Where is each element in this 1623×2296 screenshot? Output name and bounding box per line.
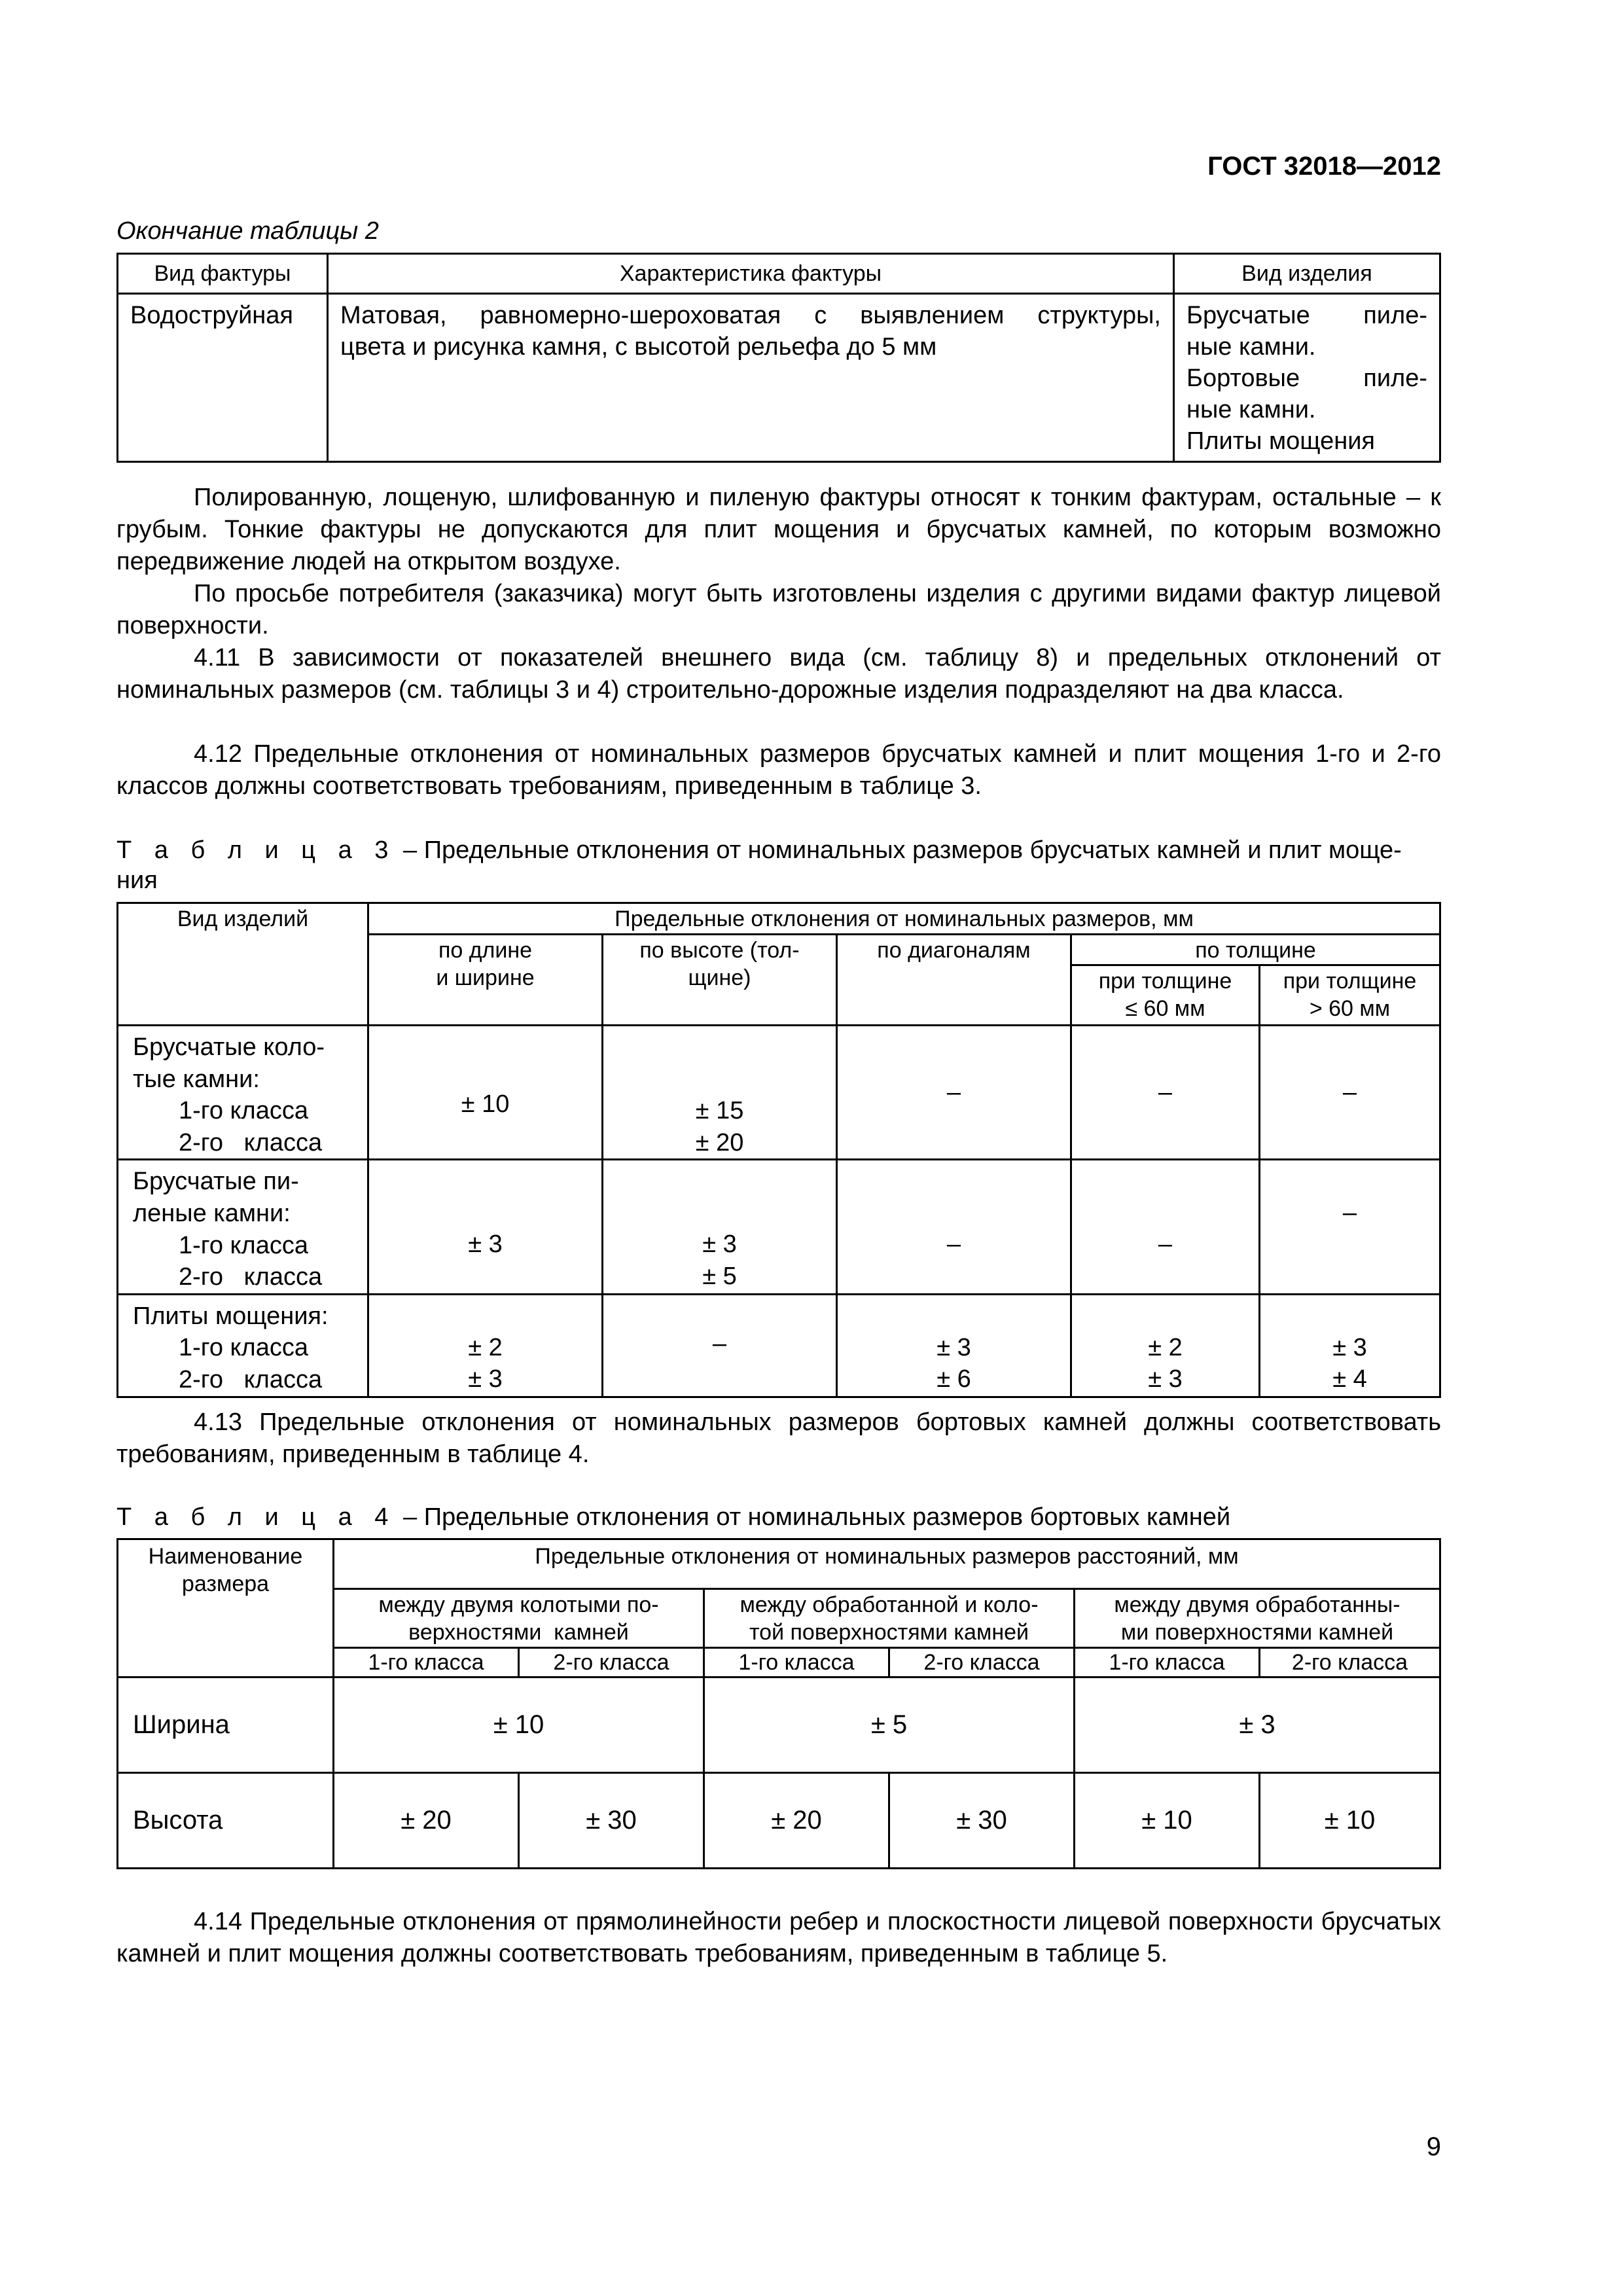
col-length-width: по длине и ширине xyxy=(368,935,603,1026)
col-class1: 1-го класса xyxy=(704,1648,889,1677)
col-processed-split: между обработанной и коло- той поверхностями камней xyxy=(704,1589,1075,1648)
col-split-split: между двумя колотыми по- верхностями камней xyxy=(334,1589,704,1648)
paragraph-4-13: 4.13 Предельные отклонения от номинальных размеров бортовых камней должны соответствовать требованиям, приведенным в таблице 4. xyxy=(116,1408,1441,1468)
cell-value: ± 3 xyxy=(1075,1677,1440,1773)
cell-product-type xyxy=(1174,294,1440,462)
col-class1: 1-го класса xyxy=(334,1648,519,1677)
text-line: цвета и рисунка камня, с высотой рельефа до 5 мм xyxy=(340,333,937,361)
cell-value: ± 20 xyxy=(334,1773,519,1869)
cell-height: – xyxy=(603,1294,837,1397)
cell-length-width: ± 10 xyxy=(368,1026,603,1160)
row-name-split-stones: Брусчатые коло- тые камни: 1-го класса 2-го класса xyxy=(118,1026,368,1160)
cell-value: ± 10 xyxy=(1260,1773,1440,1869)
col-thickness-le-60: при толщине ≤ 60 мм xyxy=(1071,965,1260,1026)
row-name-width: Ширина xyxy=(118,1677,334,1773)
table4 xyxy=(116,1538,1441,1869)
col-processed-processed: между двумя обработанны- ми поверхностями камней xyxy=(1075,1589,1440,1648)
paragraph-4-11: 4.11 В зависимости от показателей внешнего вида (см. таблицу 8) и предельных отклонений от номинальных размеров (см. таблицы 3 и 4) строительно-дорожные изделия подразделяют на два класса. xyxy=(116,644,1441,704)
row-name-height: Высота xyxy=(118,1773,334,1869)
col-height: по высоте (тол- щине) xyxy=(603,935,837,1026)
table-row xyxy=(118,1773,1440,1869)
paragraph-fine-textures: Полированную, лощеную, шлифованную и пиленую фактуры относят к тонким фактурам, остальные – к грубым. Тонкие фактуры не допускаются для плит мощения и брусчатых камней, по которым возможно передвижение людей на открытом воздухе. xyxy=(116,484,1441,575)
table3-caption: Т а б л и ц а 3 – Предельные отклонения от номинальных размеров брусчатых камней и плит моще- ния xyxy=(116,836,1402,894)
col-class1: 1-го класса xyxy=(1075,1648,1260,1677)
cell-texture-characteristic xyxy=(328,294,1174,462)
col-texture-type: Вид фактуры xyxy=(118,254,328,294)
cell-diagonal: – xyxy=(837,1160,1071,1294)
row-name-sawn-stones: Брусчатые пи- леные камни: 1-го класса 2-го класса xyxy=(118,1160,368,1294)
table4-caption: Т а б л и ц а 4 – Предельные отклонения от номинальных размеров бортовых камней xyxy=(116,1503,1231,1531)
cell-value: ± 20 xyxy=(704,1773,889,1869)
text-line: Брусчатые пиле- xyxy=(1186,302,1427,329)
cell-thickness-le-60: – xyxy=(1071,1160,1260,1294)
cell-height: ± 3 ± 5 xyxy=(603,1160,837,1294)
cell-length-width: ± 2 ± 3 xyxy=(368,1294,603,1397)
cell-value: ± 5 xyxy=(704,1677,1075,1773)
cell-texture-type: Водоструйная xyxy=(118,294,328,462)
col-class2: 2-го класса xyxy=(889,1648,1075,1677)
table2-end xyxy=(116,253,1441,463)
cell-value: ± 30 xyxy=(519,1773,704,1869)
paragraph-4-14: 4.14 Предельные отклонения от прямолинейности ребер и плоскостности лицевой поверхности брусчатых камней и плит мощения должны соответствовать требованиям, приведенным в таблице 5. xyxy=(116,1908,1441,1967)
text-line: Матовая, равномерно-шероховатая с выявлением структуры, xyxy=(340,302,1161,329)
cell-height: ± 15 ± 20 xyxy=(603,1026,837,1160)
col-product-type: Вид изделия xyxy=(1174,254,1440,294)
cell-diagonal: – xyxy=(837,1026,1071,1160)
paragraph-4-12: 4.12 Предельные отклонения от номинальных размеров брусчатых камней и плит мощения 1-го и 2-го классов должны соответствовать требованиям, приведенным в таблице 3. xyxy=(116,740,1441,800)
page-number: 9 xyxy=(1426,2132,1441,2161)
table-row xyxy=(118,1294,1440,1397)
table-row xyxy=(118,1677,1440,1773)
col-class2: 2-го класса xyxy=(519,1648,704,1677)
text-line: ные камни. xyxy=(1186,396,1316,423)
cell-thickness-gt-60: – xyxy=(1260,1026,1440,1160)
table2-header-row xyxy=(118,254,1440,294)
paragraph-customer-request: По просьбе потребителя (заказчика) могут быть изготовлены изделия с другими видами фактур лицевой поверхности. xyxy=(116,580,1441,639)
document-page xyxy=(116,0,1441,2296)
col-thickness-gt-60: при толщине > 60 мм xyxy=(1260,965,1440,1026)
cell-value: ± 30 xyxy=(889,1773,1075,1869)
col-texture-characteristic: Характеристика фактуры xyxy=(328,254,1174,294)
cell-thickness-gt-60: ± 3 ± 4 xyxy=(1260,1294,1440,1397)
col-size-name: Наименование размера xyxy=(118,1539,334,1677)
col-class2: 2-го класса xyxy=(1260,1648,1440,1677)
cell-thickness-gt-60: – xyxy=(1260,1160,1440,1294)
col-product: Вид изделий xyxy=(118,903,368,1026)
col-group-distance-deviations: Предельные отклонения от номинальных размеров расстояний, мм xyxy=(334,1539,1440,1589)
col-group-thickness: по толщине xyxy=(1071,935,1440,965)
cell-thickness-le-60: – xyxy=(1071,1026,1260,1160)
text-line: Бортовые пиле- xyxy=(1186,365,1427,392)
document-code: ГОСТ 32018—2012 xyxy=(1207,152,1441,181)
text-line: Плиты мощения xyxy=(1186,427,1376,455)
cell-value: ± 10 xyxy=(334,1677,704,1773)
cell-length-width: ± 3 xyxy=(368,1160,603,1294)
table2-continuation-caption: Окончание таблицы 2 xyxy=(116,217,379,245)
cell-value: ± 10 xyxy=(1075,1773,1260,1869)
col-diagonal: по диагоналям xyxy=(837,935,1071,1026)
cell-diagonal: ± 3 ± 6 xyxy=(837,1294,1071,1397)
table-row xyxy=(118,1160,1440,1294)
col-group-deviations: Предельные отклонения от номинальных размеров, мм xyxy=(368,903,1440,935)
table-row xyxy=(118,1026,1440,1160)
table-row xyxy=(118,294,1440,462)
cell-thickness-le-60: ± 2 ± 3 xyxy=(1071,1294,1260,1397)
text-line: ные камни. xyxy=(1186,333,1316,361)
table3 xyxy=(116,902,1441,1398)
row-name-paving-slabs: Плиты мощения: 1-го класса 2-го класса xyxy=(118,1294,368,1397)
